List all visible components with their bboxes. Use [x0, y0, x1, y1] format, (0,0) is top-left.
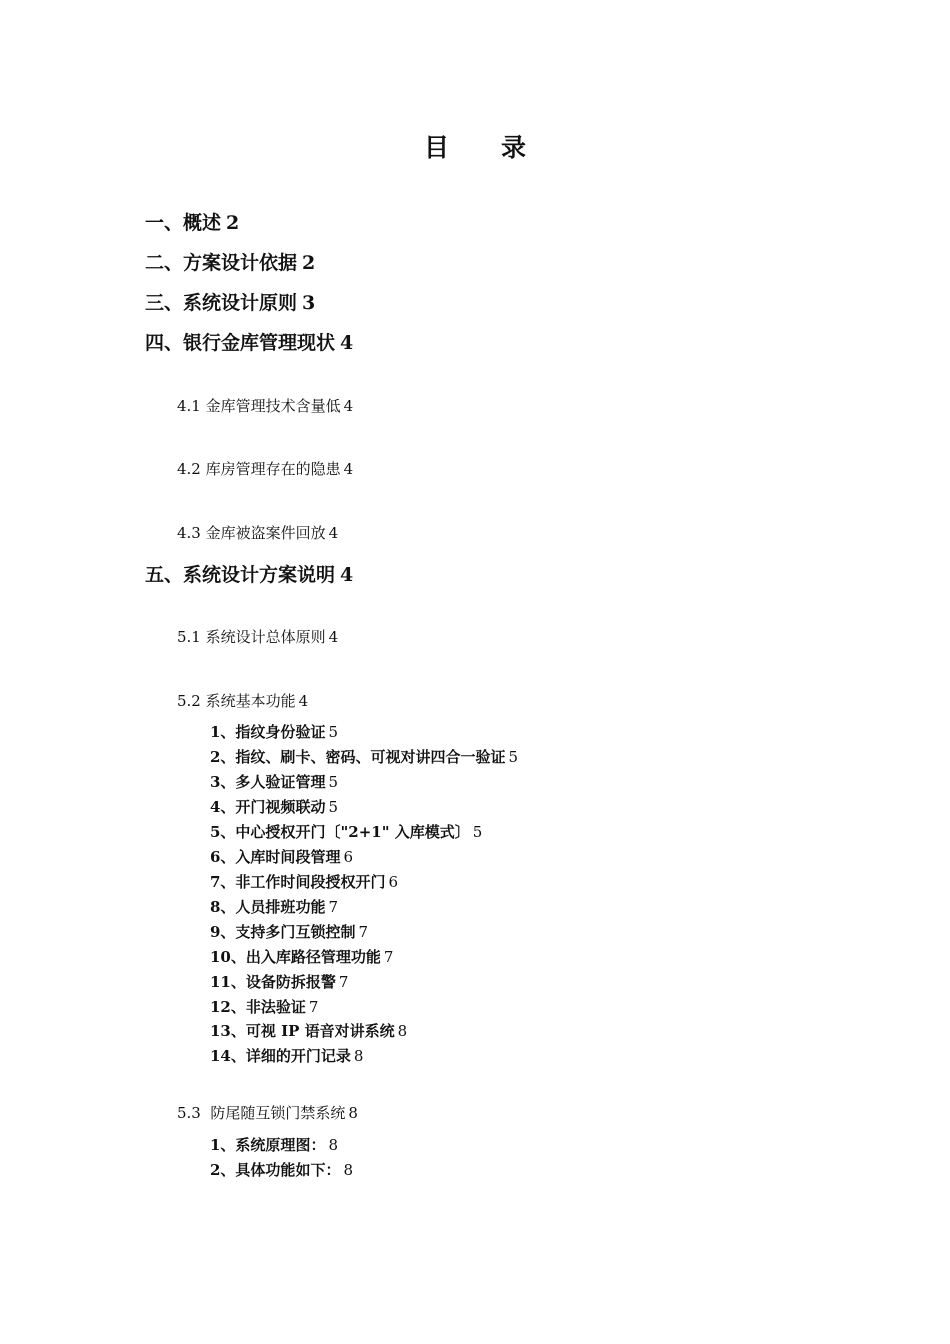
toc-entry-text: 6、入库时间段管理	[210, 848, 341, 866]
toc-entry-text: 三、系统设计原则	[145, 292, 298, 314]
toc-entry-text: 5.3 防尾随互锁门禁系统	[177, 1104, 346, 1122]
toc-entry-text: 2、具体功能如下：	[210, 1161, 341, 1179]
toc-entry-5-2-1[interactable]	[210, 721, 338, 742]
toc-entry-5-2-11[interactable]	[210, 971, 348, 992]
toc-entry-text: 1、系统原理图：	[210, 1136, 326, 1154]
toc-entry-5-2-14[interactable]	[210, 1045, 363, 1066]
toc-page-number: 8	[353, 1047, 364, 1065]
toc-entry-text: 5.1 系统设计总体原则	[177, 628, 326, 646]
toc-entry-5-2-12[interactable]	[210, 996, 318, 1017]
toc-page-number: 7	[358, 923, 368, 941]
toc-page-number: 8	[397, 1022, 408, 1040]
toc-entry-5-3-1[interactable]	[210, 1134, 338, 1155]
toc-entry-5-3-2[interactable]	[210, 1159, 353, 1180]
toc-page-number: 4	[340, 332, 354, 354]
toc-page-number: 5	[472, 823, 483, 841]
toc-entry-5-2-2[interactable]	[210, 746, 518, 767]
toc-entry-text: 4.1 金库管理技术含量低	[177, 397, 341, 415]
toc-page-number: 7	[338, 973, 349, 991]
toc-entry-4-2[interactable]	[177, 458, 353, 479]
toc-entry-text: 四、银行金库管理现状	[145, 332, 336, 354]
toc-page-number: 8	[343, 1161, 353, 1179]
toc-entry-5-2[interactable]	[177, 690, 308, 711]
toc-page-number: 7	[328, 898, 338, 916]
toc-entry-3[interactable]	[145, 288, 315, 315]
toc-entry-4-1[interactable]	[177, 395, 353, 416]
toc-page-number: 8	[348, 1104, 358, 1122]
toc-entry-5[interactable]	[145, 560, 353, 587]
toc-entry-5-2-8[interactable]	[210, 896, 338, 917]
toc-page-number: 4	[328, 524, 339, 542]
toc-entry-4[interactable]	[145, 328, 353, 355]
toc-entry-text: 8、人员排班功能	[210, 898, 326, 916]
toc-entry-text: 11、设备防拆报警	[210, 973, 336, 991]
toc-page-number: 4	[340, 564, 354, 586]
toc-entry-5-2-10[interactable]	[210, 946, 393, 967]
toc-title	[0, 128, 950, 164]
toc-entry-5-2-9[interactable]	[210, 921, 368, 942]
toc-entry-4-3[interactable]	[177, 522, 338, 543]
toc-entry-5-2-4[interactable]	[210, 796, 338, 817]
toc-entry-text: 13、可视 IP 语音对讲系统	[210, 1022, 395, 1040]
toc-page-number: 5	[328, 798, 338, 816]
toc-entry-5-2-3[interactable]	[210, 771, 338, 792]
toc-entry-5-3[interactable]	[177, 1102, 358, 1123]
toc-entry-text: 10、出入库路径管理功能	[210, 948, 381, 966]
toc-entry-text: 一、概述	[145, 212, 222, 234]
toc-entry-text: 4、开门视频联动	[210, 798, 326, 816]
toc-entry-5-1[interactable]	[177, 626, 338, 647]
toc-entry-5-2-13[interactable]	[210, 1020, 407, 1041]
toc-entry-text: 4.3 金库被盗案件回放	[177, 524, 326, 542]
toc-page-number: 4	[328, 628, 339, 646]
toc-page-number: 3	[302, 292, 316, 314]
toc-page-number: 4	[343, 460, 354, 478]
toc-entry-text: 12、非法验证	[210, 998, 306, 1016]
toc-entry-text: 9、支持多门互锁控制	[210, 923, 356, 941]
toc-entry-text: 1、指纹身份验证	[210, 723, 326, 741]
toc-page-number: 4	[343, 397, 354, 415]
toc-entry-text: 3、多人验证管理	[210, 773, 326, 791]
toc-entry-text: 5、中心授权开门〔"2+1" 入库模式〕	[210, 823, 470, 841]
toc-page-number: 6	[388, 873, 398, 891]
toc-entry-text: 4.2 库房管理存在的隐患	[177, 460, 341, 478]
toc-entry-text: 14、详细的开门记录	[210, 1047, 351, 1065]
toc-page-number: 5	[328, 773, 338, 791]
toc-entry-text: 5.2 系统基本功能	[177, 692, 296, 710]
toc-page-number: 6	[343, 848, 353, 866]
toc-page-number: 5	[328, 723, 338, 741]
toc-page-number: 2	[226, 212, 240, 234]
toc-entry-5-2-7[interactable]	[210, 871, 398, 892]
toc-title-left: 目	[423, 133, 449, 162]
toc-entry-2[interactable]	[145, 248, 315, 275]
toc-entry-text: 五、系统设计方案说明	[145, 564, 336, 586]
toc-page-number: 4	[298, 692, 309, 710]
toc-page-number: 7	[383, 948, 394, 966]
toc-entry-5-2-5[interactable]	[210, 821, 482, 842]
toc-entry-text: 7、非工作时间段授权开门	[210, 873, 386, 891]
toc-title-right: 录	[501, 133, 527, 162]
toc-entry-text: 二、方案设计依据	[145, 252, 298, 274]
toc-entry-text: 2、指纹、刷卡、密码、可视对讲四合一验证	[210, 748, 506, 766]
toc-entry-5-2-6[interactable]	[210, 846, 353, 867]
toc-page-number: 8	[328, 1136, 338, 1154]
toc-entry-1[interactable]	[145, 208, 239, 235]
toc-page-number: 5	[508, 748, 518, 766]
toc-page-number: 2	[302, 252, 316, 274]
toc-page-number: 7	[308, 998, 319, 1016]
